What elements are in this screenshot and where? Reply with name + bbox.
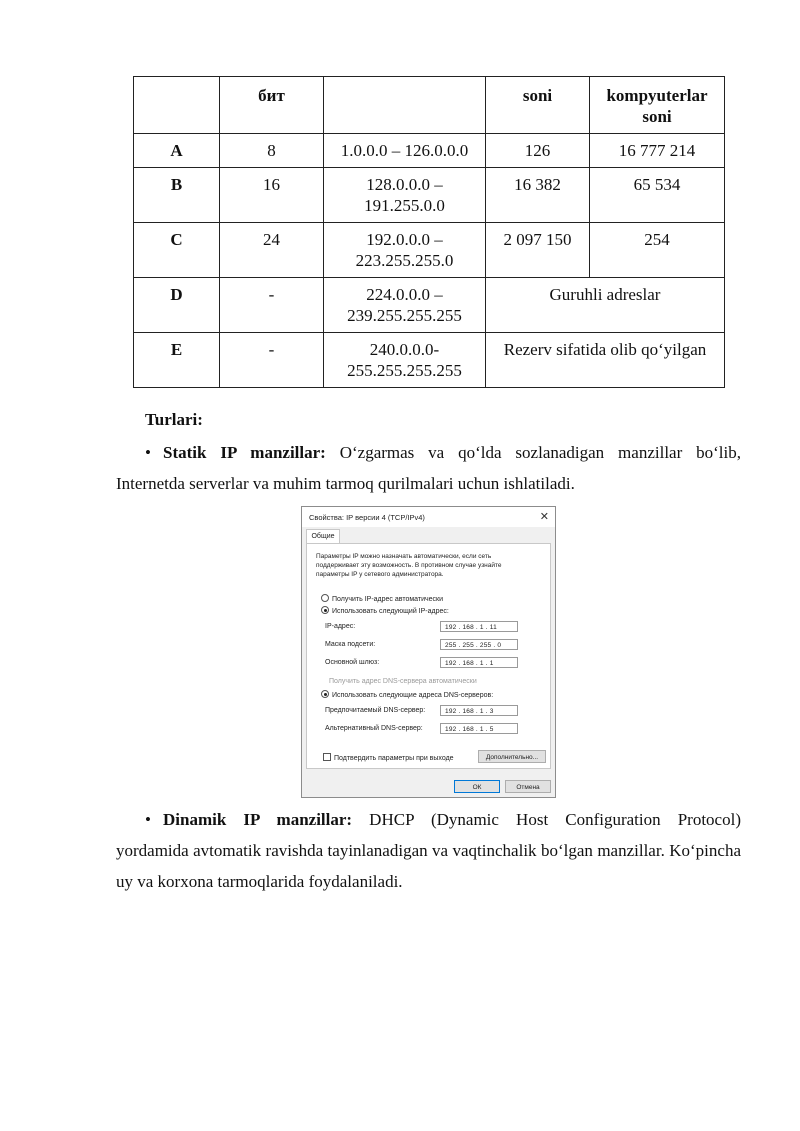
ipv4-properties-dialog [301,506,556,798]
radio-manual-ip[interactable] [321,606,449,615]
ip-label: IP-адрес: [325,623,356,630]
advanced-button[interactable]: Дополнительно... [478,750,546,763]
dns1-label: Предпочитаемый DNS-сервер: [325,707,426,714]
subnet-mask-input[interactable]: 255 . 255 . 255 . 0 [440,639,518,650]
table-cell: - [220,333,324,388]
radio-label: Использовать следующие адреса DNS-серверов: [332,692,494,699]
table-cell: 224.0.0.0 – 239.255.255.255 [324,278,486,333]
table-header-cell: kompyuterlar soni [590,77,725,134]
bullet-continuation: Internetda serverlar va muhim tarmoq qurilmalari uchun ishlatiladi. [116,474,575,493]
validate-checkbox[interactable] [323,753,454,762]
radio-selected-icon [321,690,329,698]
radio-auto-ip[interactable] [321,594,443,603]
table-cell: A [134,134,220,168]
table-cell: 24 [220,223,324,278]
radio-selected-icon [321,606,329,614]
tab-general[interactable]: Общие [306,529,340,544]
table-cell: 128.0.0.0 – 191.255.0.0 [324,168,486,223]
gateway-label: Основной шлюз: [325,659,380,666]
close-icon[interactable]: ✕ [539,511,549,523]
radio-icon [321,594,329,602]
bullet-static-ip [116,437,741,499]
table-cell: 65 534 [590,168,725,223]
radio-auto-dns[interactable] [329,678,477,685]
bullet-dynamic-ip [116,804,741,897]
table-row [134,168,725,223]
table-row [134,134,725,168]
table-header-cell [324,77,486,134]
checkbox-icon [323,753,331,761]
dialog-panel [306,543,551,769]
radio-label: Получить адрес DNS-сервера автоматически [329,678,477,685]
ip-class-table [133,76,725,388]
table-header-cell [134,77,220,134]
table-cell-merged: Rezerv sifatida olib qo‘yilgan [486,333,725,388]
bullet-first-line [116,437,741,468]
bullet-continuation: yordamida avtomatik ravishda tayinlanadigan va vaqtinchalik bo‘lgan manzillar. Ko‘pincha uy va korxona tarmoqlarida foydalaniladi. [116,841,741,891]
gateway-input[interactable]: 192 . 168 . 1 . 1 [440,657,518,668]
table-row [134,278,725,333]
dialog-titlebar [302,507,555,527]
radio-label: Получить IP-адрес автоматически [332,596,444,603]
table-cell: 254 [590,223,725,278]
table-cell: 192.0.0.0 – 223.255.255.0 [324,223,486,278]
section-heading: Turlari: [145,410,203,429]
bullet-first-line [116,804,741,835]
table-cell: 126 [486,134,590,168]
bullet-term: Dinamik IP manzillar: [163,810,353,829]
table-cell: 2 097 150 [486,223,590,278]
radio-manual-dns[interactable] [321,690,493,699]
bullet-text: DHCP (Dynamic Host Configuration Protocol) [369,810,741,829]
bullet-text: O‘zgarmas va qo‘lda sozlanadigan manzillar bo‘lib, [339,443,741,462]
table-header-row [134,77,725,134]
dialog-description: Параметры IP можно назначать автоматически, если сеть поддерживает эту возможность. В противном случае узнайте параметры IP у сетевого администратора. [316,553,502,578]
bullet-icon: • [145,810,151,829]
table-cell: 16 382 [486,168,590,223]
table-header-cell: бит [220,77,324,134]
dns2-label: Альтернативный DNS-сервер: [325,725,423,732]
table-row [134,223,725,278]
bullet-term: Statik IP manzillar: [163,443,326,462]
dialog-title: Свойства: IP версии 4 (TCP/IPv4) [309,513,425,522]
table-cell: - [220,278,324,333]
table-cell: 240.0.0.0-255.255.255.255 [324,333,486,388]
alternate-dns-input[interactable]: 192 . 168 . 1 . 5 [440,723,518,734]
bullet-icon: • [145,443,151,462]
ok-button[interactable]: ОК [454,780,500,793]
table-cell: C [134,223,220,278]
checkbox-label: Подтвердить параметры при выходе [334,755,454,762]
table-cell: 16 [220,168,324,223]
table-cell: B [134,168,220,223]
table-cell: 1.0.0.0 – 126.0.0.0 [324,134,486,168]
table-cell: 8 [220,134,324,168]
table-header-cell: soni [486,77,590,134]
ip-address-input[interactable]: 192 . 168 . 1 . 11 [440,621,518,632]
table-row [134,333,725,388]
table-cell: E [134,333,220,388]
table-cell-merged: Guruhli adreslar [486,278,725,333]
radio-label: Использовать следующий IP-адрес: [332,608,449,615]
preferred-dns-input[interactable]: 192 . 168 . 1 . 3 [440,705,518,716]
table-cell: 16 777 214 [590,134,725,168]
table-cell: D [134,278,220,333]
cancel-button[interactable]: Отмена [505,780,551,793]
mask-label: Маска подсети: [325,641,376,648]
